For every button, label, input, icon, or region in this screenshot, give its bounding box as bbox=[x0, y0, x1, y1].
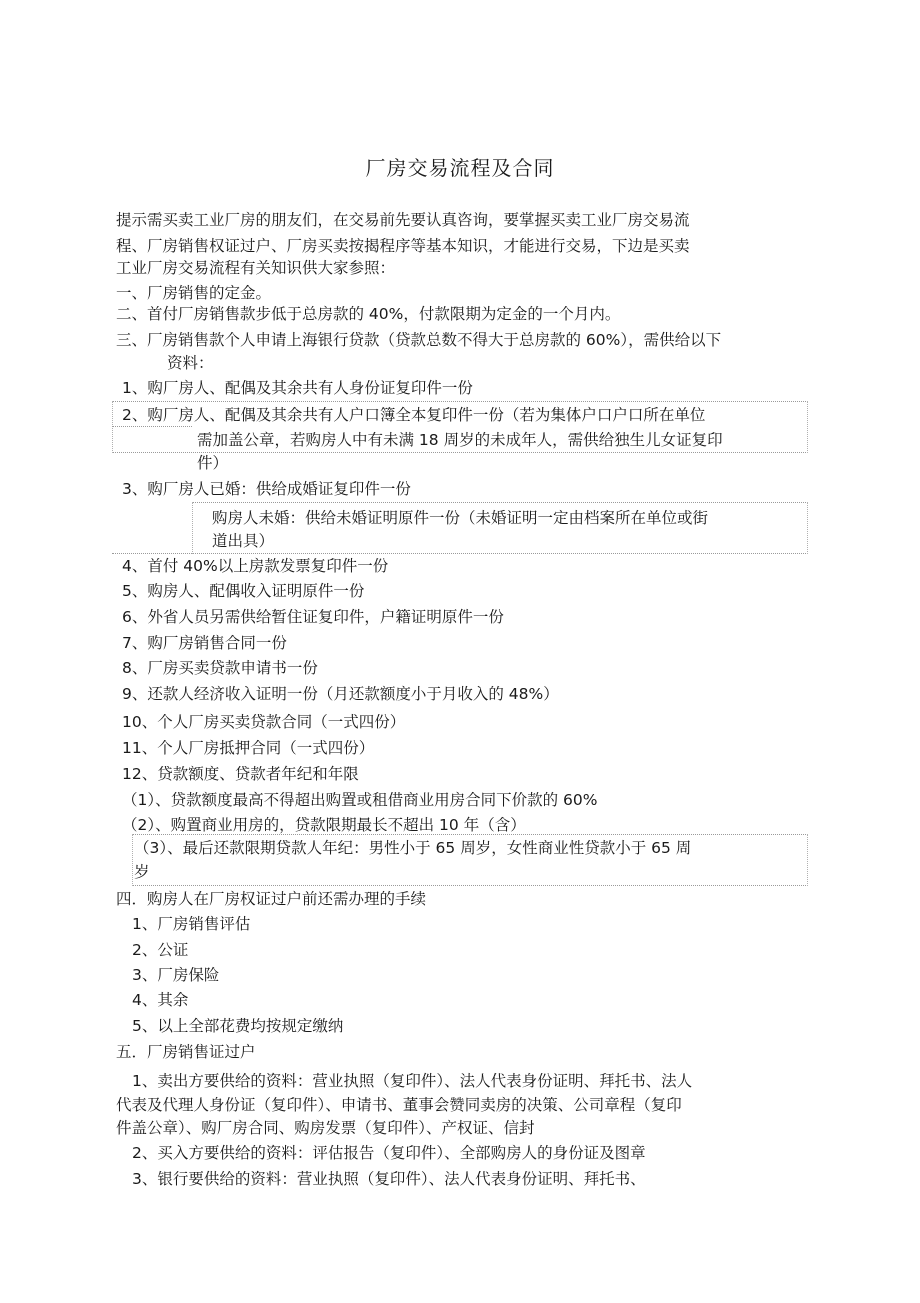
section-4-heading: 四．购房人在厂房权证过户前还需办理的手续 bbox=[116, 890, 427, 908]
section-4-item-4: 4、其余 bbox=[132, 991, 189, 1009]
list-item-3b-line-1: 购房人未婚：供给未婚证明原件一份（未婚证明一定由档案所在单位或街 bbox=[212, 509, 709, 527]
section-1: 一、厂房销售的定金。 bbox=[116, 284, 272, 302]
section-4-item-5: 5、以上全部花费均按规定缴纳 bbox=[132, 1017, 344, 1035]
section-5-p2: 2、买入方要供给的资料：评估报告（复印件）、全部购房人的身份证及图章 bbox=[132, 1144, 646, 1162]
intro-line-2: 程、厂房销售权证过户、厂房买卖按揭程序等基本知识，才能进行交易，下边是买卖 bbox=[116, 237, 690, 255]
section-2: 二、首付厂房销售款步低于总房款的 40%，付款限期为定金的一个月内。 bbox=[116, 305, 621, 323]
page-title: 厂房交易流程及合同 bbox=[365, 156, 555, 180]
item-4-top-divider bbox=[112, 553, 806, 554]
list-item-2-line-2: 需加盖公章，若购房人中有未满 18 周岁的未成年人，需供给独生儿女证复印 bbox=[197, 431, 723, 449]
list-item-11: 11、个人厂房抵押合同（一式四份） bbox=[122, 739, 375, 757]
section-5-p1-line-3: 件盖公章）、购厂房合同、购房发票（复印件）、产权证、信封 bbox=[116, 1119, 535, 1137]
section-4-item-2: 2、公证 bbox=[132, 941, 189, 959]
list-item-7: 7、购厂房销售合同一份 bbox=[122, 634, 287, 652]
section-5-heading: 五．厂房销售证过户 bbox=[116, 1043, 256, 1061]
section-3-line-1: 三、厂房销售款个人申请上海银行贷款（贷款总数不得大于总房款的 60%），需供给以下 bbox=[116, 331, 722, 349]
section-4-item-3: 3、厂房保险 bbox=[132, 966, 220, 984]
section-5-p1-line-1: 1、卖出方要供给的资料：营业执照（复印件）、法人代表身份证明、拜托书、法人 bbox=[132, 1072, 693, 1090]
list-item-9: 9、还款人经济收入证明一份（月还款额度小于月收入的 48%） bbox=[122, 685, 559, 703]
section-5-p1-line-2: 代表及代理人身份证（复印件）、申请书、董事会赞同卖房的决策、公司章程（复印 bbox=[116, 1096, 682, 1114]
list-item-4: 4、首付 40%以上房款发票复印件一份 bbox=[122, 557, 389, 575]
sub-item-1: （1）、贷款额度最高不得超出购置或租借商业用房合同下价款的 60% bbox=[122, 791, 598, 809]
list-item-3b-line-2: 道出具） bbox=[212, 532, 275, 550]
item-2-divider bbox=[112, 426, 192, 427]
intro-line-3: 工业厂房交易流程有关知识供大家参照： bbox=[116, 259, 396, 277]
list-item-8: 8、厂房买卖贷款申请书一份 bbox=[122, 659, 318, 677]
sub-item-3-line-1: （3）、最后还款限期贷款人年纪：男性小于 65 周岁，女性商业性贷款小于 65 周 bbox=[134, 839, 692, 857]
section-5-p3: 3、银行要供给的资料：营业执照（复印件）、法人代表身份证明、拜托书、 bbox=[132, 1170, 646, 1188]
list-item-2-line-1: 2、购厂房人、配偶及其余共有人户口簿全本复印件一份（若为集体户口户口所在单位 bbox=[122, 406, 706, 424]
section-4-item-1: 1、厂房销售评估 bbox=[132, 915, 251, 933]
intro-line-1: 提示需买卖工业厂房的朋友们，在交易前先要认真咨询，要掌握买卖工业厂房交易流 bbox=[116, 211, 690, 229]
list-item-2-line-3: 件） bbox=[197, 454, 229, 472]
list-item-3: 3、购厂房人已婚：供给成婚证复印件一份 bbox=[122, 480, 411, 498]
list-item-1: 1、购厂房人、配偶及其余共有人身份证复印件一份 bbox=[122, 379, 473, 397]
list-item-5: 5、购房人、配偶收入证明原件一份 bbox=[122, 582, 365, 600]
list-item-12: 12、贷款额度、贷款者年纪和年限 bbox=[122, 765, 359, 783]
list-item-10: 10、个人厂房买卖贷款合同（一式四份） bbox=[122, 713, 406, 731]
list-item-6: 6、外省人员另需供给暂住证复印件，户籍证明原件一份 bbox=[122, 608, 504, 626]
sub-item-2: （2）、购置商业用房的，贷款限期最长不超出 10 年（含） bbox=[122, 816, 526, 834]
sub-item-3-line-2: 岁 bbox=[134, 863, 150, 881]
section-3-line-2: 资料： bbox=[167, 354, 214, 372]
